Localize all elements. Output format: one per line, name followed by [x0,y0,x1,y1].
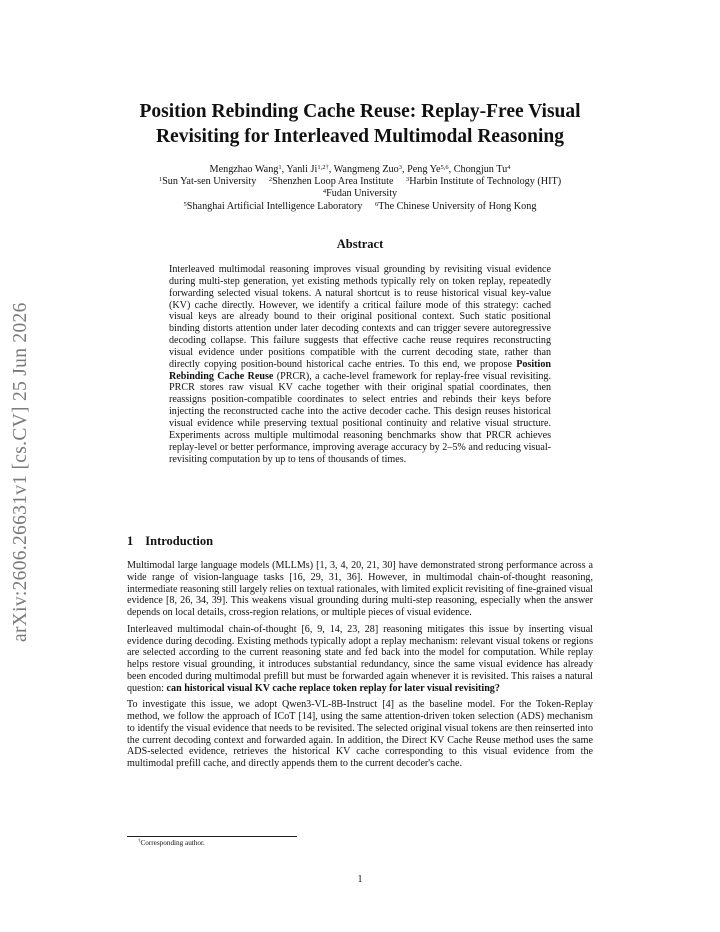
author-name: Wangmeng Zuo [333,164,399,175]
affiliation-line [100,201,620,213]
affiliation: $^6$The Chinese University of Hong Kong [375,200,537,212]
affiliation-line [100,176,620,188]
author-name: Yanli Ji [286,164,318,175]
footnote: †Corresponding author. [138,839,205,847]
arxiv-identifier: arXiv:2606.26631v1 [cs.CV] 25 Jun 2026 [10,302,31,642]
paragraph: Multimodal large language models (MLLMs) [1, 3, 4, 20, 21, 30] have demonstrated strong performance across a wide range of vision-language tasks [16, 29, 31, 36]. However, in multimodal chain-of-thought reasoning, intermediate reasoning still largely relies on textual rationales, with limited explicit revisiting of fine-grained visual evidence [8, 26, 34, 39]. This weakens visual grounding during multi-step reasoning, especially when the answer depends on local details, cross-region relations, or multiple pieces of visual evidence. [127,560,593,618]
abstract-text: Interleaved multimodal reasoning improves visual grounding by revisiting visual evidence during multi-step generation, yet existing methods typically rely on token replay, repeatedly forwarding selected visual tokens. A natural shortcut is to reuse historical visual key-value (KV) cache directly. However, we identify a critical failure mode of this strategy: cached visual keys are already bound to their original positional context. Such static positional binding distorts attention under later decoding contexts and can trigger severe autoregressive decoding collapse. This failure suggests that effective cache reuse requires reconstructing visual evidence under positions compatible with the current decoding state, rather than directly copying position-bound historical cache entries. To this end, we propose Position Rebinding Cache Reuse (PRCR), a cache-level framework for replay-free visual revisiting. PRCR stores raw visual KV cache together with their original spatial coordinates, then reassigns position-compatible coordinates to select entries and rebinds their keys before injecting the reconstructed cache into the active decoder cache. This design reuses historical visual evidence while preserving textual positional continuity and relative visual structure. Experiments across multiple multimodal reasoning benchmarks show that PRCR achieves replay-level or better performance, improving average accuracy by 2–5% and reducing visual-revisiting computation by up to tens of thousands of times. [169,264,551,465]
section-number: 1 [127,534,134,548]
paper-title-line-1: Position Rebinding Cache Reuse: Replay-Free Visual [139,101,581,122]
affiliation: $^2$Shenzhen Loop Area Institute [268,176,394,188]
affiliation: $^1$Sun Yat-sen University [158,176,257,188]
author-name: Peng Ye [407,164,441,175]
affiliation-line [100,188,620,200]
section-heading [127,534,213,549]
author-name: Chongjun Tu [453,164,508,175]
paragraph: Interleaved multimodal chain-of-thought [6, 9, 14, 23, 28] reasoning mitigates this issue by inserting visual evidence during decoding. Existing methods typically adopt a replay mechanism: relevant visual tokens or regions are selected according to the current reasoning state and fed back into the model for computation. While replay helps restore visual grounding, it introduces substantial redundancy, since the same visual evidence has already been encoded during multimodal prefill but must be forwarded again whenever it is revisited. This raises a natural question: can historical visual KV cache replace token replay for later visual revisiting? [127,623,593,694]
affiliation: $^3$Harbin Institute of Technology (HIT) [406,176,562,188]
author-block [100,164,620,213]
paper-title [100,99,620,149]
abstract-heading: Abstract [336,237,384,251]
research-question: can historical visual KV cache replace token replay for later visual revisiting? [166,682,500,694]
method-name: Position Rebinding Cache Reuse [169,358,551,382]
author-name: Mengzhao Wang [209,164,279,175]
author-names: Mengzhao Wang$^1$, Yanli $Ji^{1,2\dagger}$, Wangmeng Zuo$^3$, Peng Ye$^{5,6}$, Chongjun Tu$^4$ [209,164,511,175]
page-number: 1 [357,874,363,885]
introduction-body [127,560,593,775]
footnote-divider [127,836,297,837]
affiliation: $^5$Shanghai Artificial Intelligence Laboratory [183,200,363,212]
section-title: Introduction [145,534,214,548]
paper-title-line-2: Revisiting for Interleaved Multimodal Reasoning [155,126,565,147]
affiliation: $^4$Fudan University [322,188,398,200]
paragraph: To investigate this issue, we adopt Qwen3-VL-8B-Instruct [4] as the baseline model. For the Token-Replay method, we follow the approach of ICoT [14], using the same attention-driven token selection (ADS) mechanism to identify the visual evidence that needs to be revisited. The selected original visual tokens are then reinserted into the current decoding context and forwarded again. In addition, the Direct KV Cache Reuse method uses the same ADS-selected evidence, retrieves the historical KV cache corresponding to this visual evidence from the multimodal prefill cache, and directly appends them to the current decoder's cache. [127,699,593,769]
